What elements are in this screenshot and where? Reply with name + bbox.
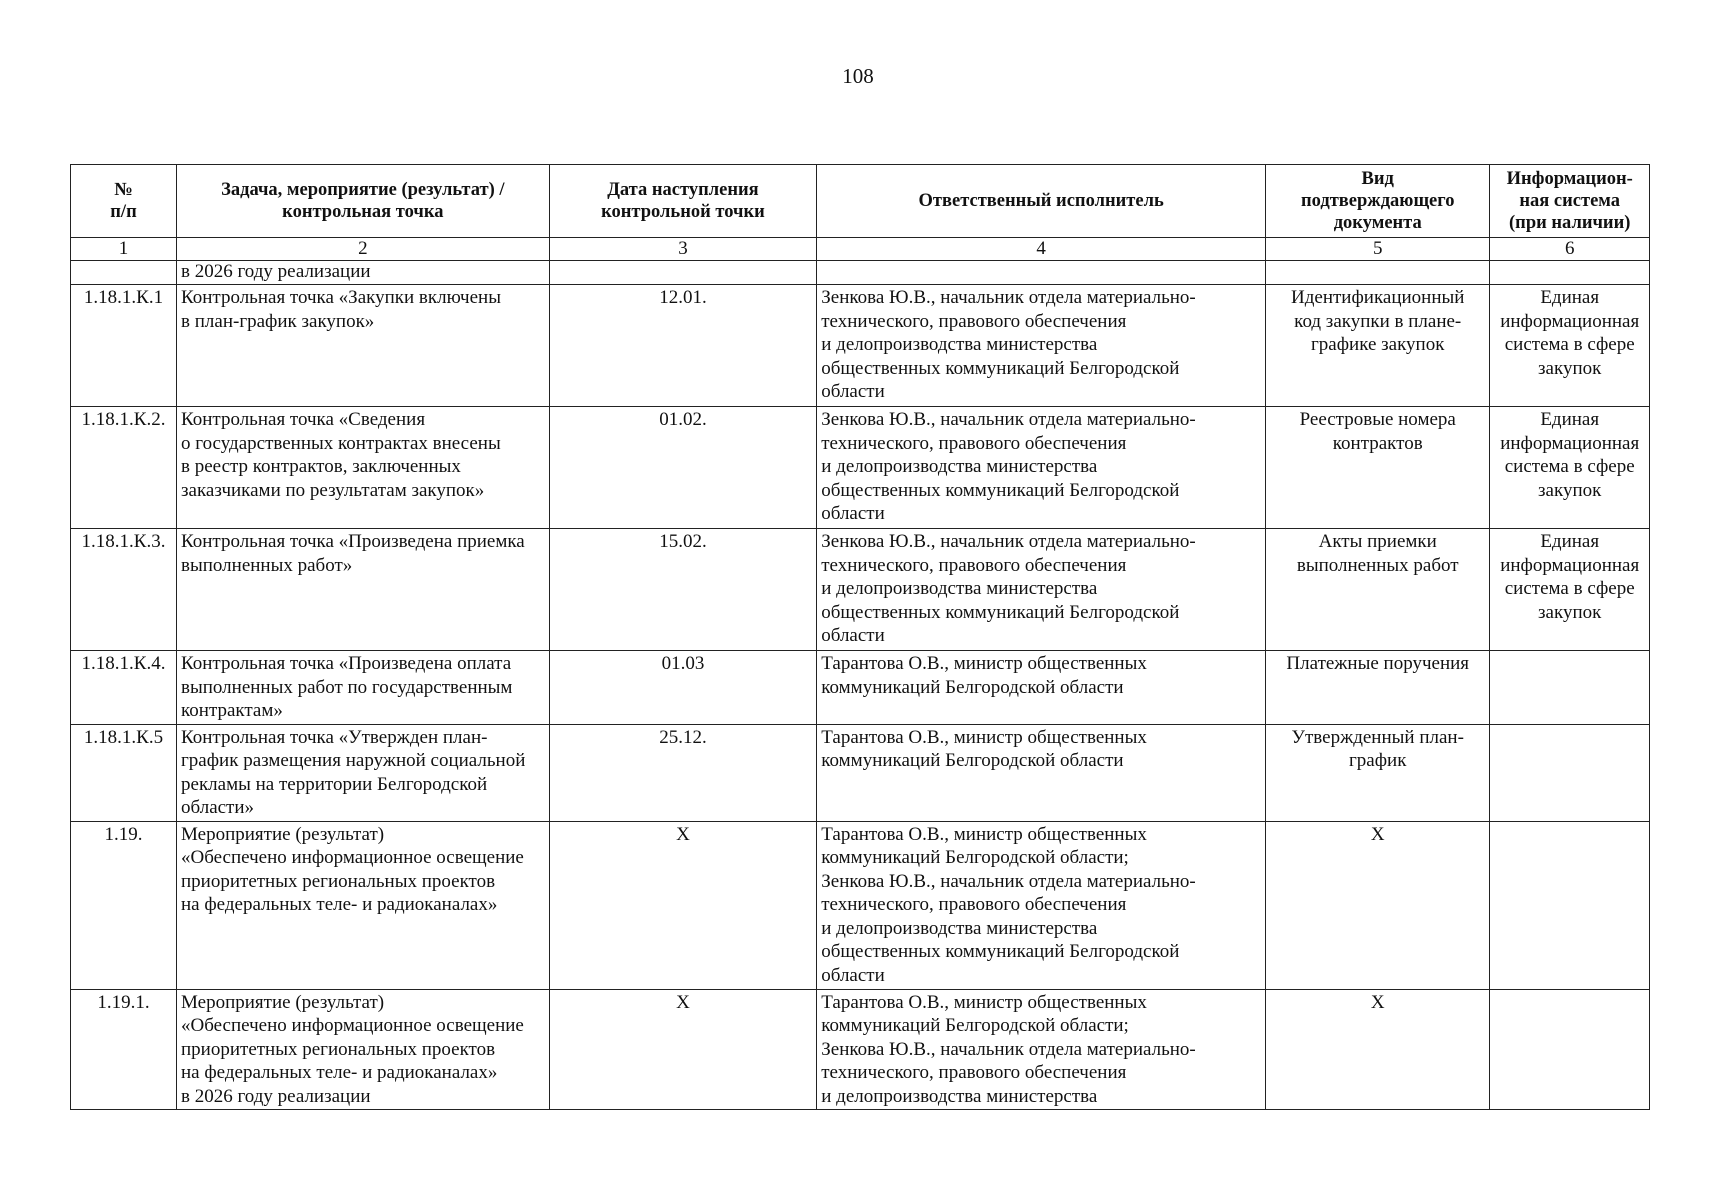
cell-executor: Тарантова О.В., министр общественных коммуникаций Белгородской области; Зенкова Ю.В., начальник отдела материально- технического, правового обеспечения и делопроизводства министерства общественных коммуникаций Белгородской области <box>817 821 1266 989</box>
cell-date: 01.02. <box>549 407 817 529</box>
cell-document: Платежные поручения <box>1266 651 1490 725</box>
page-number: 108 <box>842 64 874 88</box>
continuation-row <box>71 261 1650 285</box>
cell-number: 1.19. <box>71 821 177 989</box>
cell-info-system <box>1490 724 1650 821</box>
header-info-system: Информацион- ная система (при наличии) <box>1490 165 1650 238</box>
cell-date: 01.03 <box>549 651 817 725</box>
table-row <box>71 821 1650 989</box>
header-number: № п/п <box>71 165 177 238</box>
cell-info-system <box>1490 651 1650 725</box>
cell-document: Х <box>1266 989 1490 1110</box>
header-executor: Ответственный исполнитель <box>817 165 1266 238</box>
plan-table <box>70 164 1650 1110</box>
cell-task: Контрольная точка «Сведения о государственных контрактах внесены в реестр контрактов, заключенных заказчиками по результатам закупок» <box>177 407 550 529</box>
column-number: 3 <box>549 238 817 261</box>
cell-executor: Тарантова О.В., министр общественных коммуникаций Белгородской области <box>817 724 1266 821</box>
table-row <box>71 989 1650 1110</box>
cell-task: Контрольная точка «Утвержден план- график размещения наружной социальной рекламы на территории Белгородской области» <box>177 724 550 821</box>
cell-document: Х <box>1266 821 1490 989</box>
cell-executor: Зенкова Ю.В., начальник отдела материально- технического, правового обеспечения и делопроизводства министерства общественных коммуникаций Белгородской области <box>817 529 1266 651</box>
cell-number: 1.18.1.К.5 <box>71 724 177 821</box>
cell-document: Акты приемки выполненных работ <box>1266 529 1490 651</box>
cell-date: Х <box>549 821 817 989</box>
cell-executor <box>817 261 1266 285</box>
cell-task: Контрольная точка «Произведена приемка выполненных работ» <box>177 529 550 651</box>
cell-date <box>549 261 817 285</box>
cell-number: 1.18.1.К.2. <box>71 407 177 529</box>
column-number: 4 <box>817 238 1266 261</box>
cell-executor: Тарантова О.В., министр общественных коммуникаций Белгородской области <box>817 651 1266 725</box>
cell-document: Идентификационный код закупки в плане- графике закупок <box>1266 285 1490 407</box>
cell-task: Контрольная точка «Закупки включены в план-график закупок» <box>177 285 550 407</box>
cell-date: 15.02. <box>549 529 817 651</box>
table-row <box>71 407 1650 529</box>
column-number: 1 <box>71 238 177 261</box>
cell-task: Мероприятие (результат) «Обеспечено информационное освещение приоритетных региональных проектов на федеральных теле- и радиоканалах» <box>177 821 550 989</box>
cell-info-system <box>1490 821 1650 989</box>
header-row <box>71 165 1650 238</box>
cell-task: Мероприятие (результат) «Обеспечено информационное освещение приоритетных региональных проектов на федеральных теле- и радиоканалах» в 2026 году реализации <box>177 989 550 1110</box>
cell-task: в 2026 году реализации <box>177 261 550 285</box>
cell-number: 1.18.1.К.1 <box>71 285 177 407</box>
header-document: Вид подтверждающего документа <box>1266 165 1490 238</box>
cell-number: 1.18.1.К.3. <box>71 529 177 651</box>
cell-executor: Тарантова О.В., министр общественных коммуникаций Белгородской области; Зенкова Ю.В., начальник отдела материально- технического, правового обеспечения и делопроизводства министерства <box>817 989 1266 1110</box>
cell-info-system: Единая информационная система в сфере закупок <box>1490 529 1650 651</box>
cell-executor: Зенкова Ю.В., начальник отдела материально- технического, правового обеспечения и делопроизводства министерства общественных коммуникаций Белгородской области <box>817 407 1266 529</box>
cell-number: 1.19.1. <box>71 989 177 1110</box>
table-row <box>71 651 1650 725</box>
cell-document: Реестровые номера контрактов <box>1266 407 1490 529</box>
cell-info-system: Единая информационная система в сфере закупок <box>1490 285 1650 407</box>
header-date: Дата наступления контрольной точки <box>549 165 817 238</box>
cell-task: Контрольная точка «Произведена оплата выполненных работ по государственным контрактам» <box>177 651 550 725</box>
column-number: 2 <box>177 238 550 261</box>
column-number: 5 <box>1266 238 1490 261</box>
cell-date: Х <box>549 989 817 1110</box>
column-number-row <box>71 238 1650 261</box>
table-row <box>71 285 1650 407</box>
column-number: 6 <box>1490 238 1650 261</box>
header-task: Задача, мероприятие (результат) / контрольная точка <box>177 165 550 238</box>
cell-date: 25.12. <box>549 724 817 821</box>
cell-executor: Зенкова Ю.В., начальник отдела материально- технического, правового обеспечения и делопроизводства министерства общественных коммуникаций Белгородской области <box>817 285 1266 407</box>
cell-document <box>1266 261 1490 285</box>
cell-info-system: Единая информационная система в сфере закупок <box>1490 407 1650 529</box>
cell-date: 12.01. <box>549 285 817 407</box>
cell-number <box>71 261 177 285</box>
table-row <box>71 724 1650 821</box>
cell-number: 1.18.1.К.4. <box>71 651 177 725</box>
cell-info-system <box>1490 261 1650 285</box>
cell-info-system <box>1490 989 1650 1110</box>
table-row <box>71 529 1650 651</box>
cell-document: Утвержденный план- график <box>1266 724 1490 821</box>
